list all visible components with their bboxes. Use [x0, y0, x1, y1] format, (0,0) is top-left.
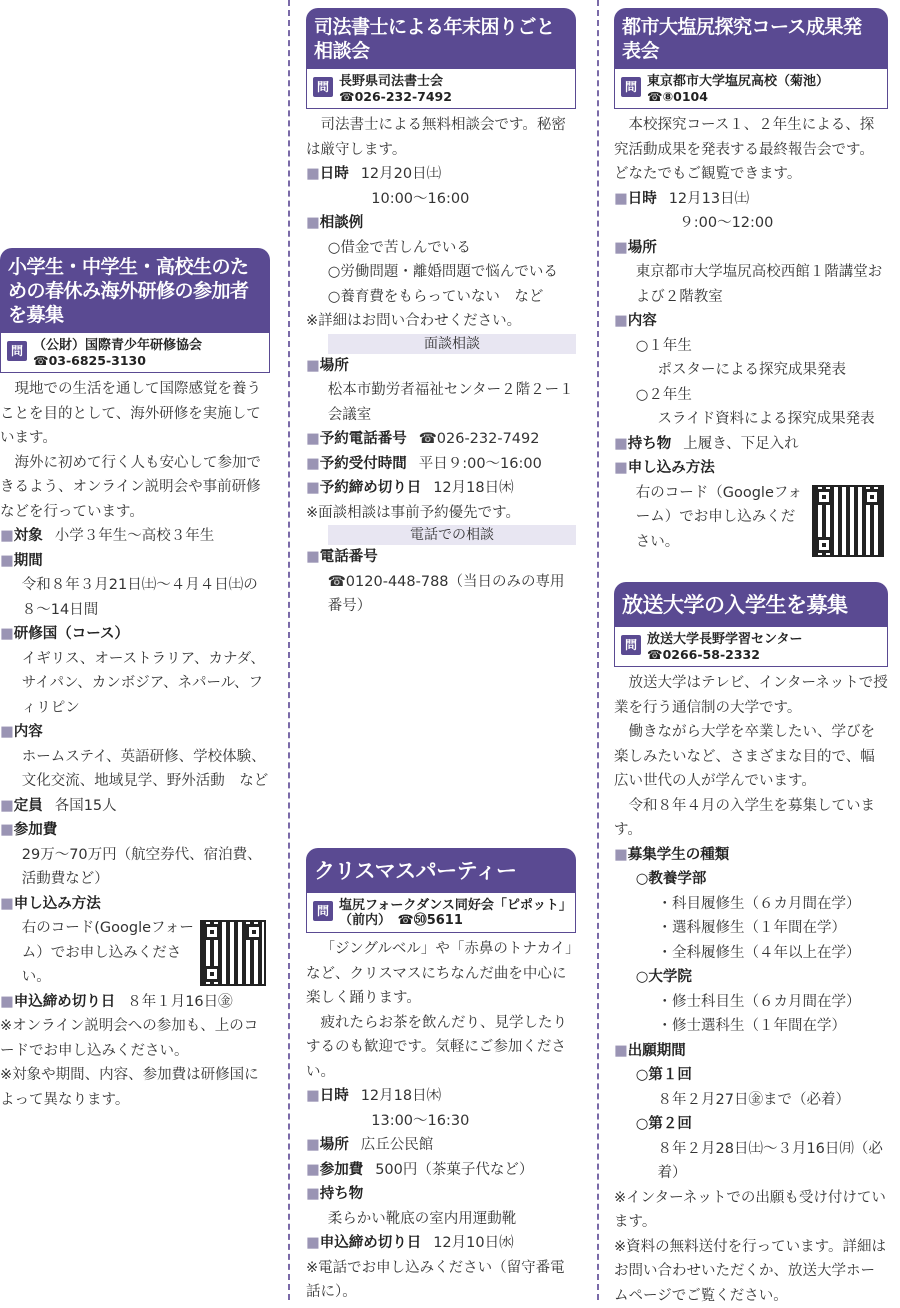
label-fee: ■ 参加費 — [306, 1162, 363, 1178]
contact-box — [0, 333, 270, 373]
round-detail: ８年２月27日㊎まで（必着） — [614, 1088, 888, 1113]
body-text: 疲れたらお茶を飲んだり、見学したりするのも歓迎です。気軽にご参加ください。 — [306, 1011, 576, 1085]
label-reserve-time: ■ 予約受付時間 — [306, 456, 407, 472]
label-place: ■ 場所 — [306, 1137, 349, 1153]
label-target: ■ 対象 — [0, 528, 43, 544]
value-bring: 上履き、下足入れ — [683, 436, 798, 452]
note-text: ※資料の無料送付を行っています。詳細はお問い合わせいただくか、放送大学ホームページでご覧ください。 — [614, 1235, 888, 1308]
label-content: ■ 内容 — [0, 720, 270, 745]
article-overseas-training — [0, 248, 270, 1112]
value-place: 松本市勤労者福祉センター２階２ー１会議室 — [306, 378, 576, 427]
contact-org: 塩尻フォークダンス同好会「ピポット」（前内） ☎㊿5611 — [339, 898, 569, 928]
inquiry-mark: 問 — [621, 77, 641, 97]
inquiry-mark: 問 — [7, 341, 27, 361]
value-period: 令和８年３月21日㈯〜４月４日㈯の８〜14日間 — [0, 573, 270, 622]
label-place: ■ 場所 — [306, 354, 576, 379]
label-date: ■ 日時 — [306, 166, 349, 182]
round-detail: ８年２月28日㈯〜３月16日㈪（必着） — [614, 1137, 888, 1186]
round-label: ○第２回 — [614, 1112, 888, 1137]
contact-phone: ☎⑧0104 — [647, 89, 829, 104]
contact-phone: ☎03-6825-3130 — [33, 353, 202, 368]
value-bring: 柔らかい靴底の室内用運動靴 — [306, 1207, 576, 1232]
note-text: ※対象や期間、内容、参加費は研修国によって異なります。 — [0, 1063, 270, 1112]
value-capacity: 各国15人 — [55, 798, 117, 814]
faculty-item: ・科目履修生（６カ月間在学） — [614, 892, 888, 917]
contact-org: （公財）国際青少年研修協会 — [33, 338, 202, 353]
label-date: ■ 日時 — [306, 1088, 349, 1104]
inquiry-mark: 問 — [621, 635, 641, 655]
value-reserve-phone: ☎026-232-7492 — [419, 431, 540, 447]
value-apply: 右のコード(Googleフォーム）でお申し込みください。 — [22, 920, 194, 985]
value-date: 12月20日㈯ — [361, 166, 441, 182]
label-place: ■ 場所 — [614, 236, 888, 261]
section-bar: 電話での相談 — [328, 525, 576, 545]
grad-label: ○大学院 — [614, 965, 888, 990]
contact-box — [614, 627, 888, 667]
value-deadline: 12月10日㈬ — [433, 1235, 513, 1251]
case-item: ○労働問題・離婚問題で悩んでいる — [306, 260, 576, 285]
body-text: 働きながら大学を卒業したい、学びを楽しみたいなど、さまざまな目的で、幅広い世代の人が学んでいます。 — [614, 720, 888, 794]
section-bar: 面談相談 — [328, 334, 576, 354]
faculty-item: ・選科履修生（１年間在学） — [614, 916, 888, 941]
label-deadline: ■ 申込締め切り日 — [306, 1235, 421, 1251]
value-apply: 右のコード（Googleフォーム）でお申し込みください。 — [636, 485, 802, 550]
note-text: ※面談相談は事前予約優先です。 — [306, 501, 576, 526]
body-text: 本校探究コース１、２年生による、探究活動成果を発表する最終報告会です。どなたでもご観覧できます。 — [614, 113, 888, 187]
value-time: 10:00〜16:00 — [306, 187, 576, 212]
grad-item: ・修士科目生（６カ月間在学） — [614, 990, 888, 1015]
value-reserve-deadline: 12月18日㈭ — [433, 480, 513, 496]
value-fee: 29万〜70万円（航空券代、宿泊費、活動費など） — [0, 843, 270, 892]
grad-item: ・修士選科生（１年間在学） — [614, 1014, 888, 1039]
label-bring: ■ 持ち物 — [306, 1182, 576, 1207]
article-title: 都市大塩尻探究コース成果発表会 — [614, 8, 888, 69]
body-text: 令和８年４月の入学生を募集しています。 — [614, 794, 888, 843]
value-time: ９:00〜12:00 — [614, 211, 888, 236]
article-open-university — [614, 582, 888, 1308]
value-phone: ☎0120-448-788（当日のみの専用番号） — [306, 570, 576, 619]
contact-org: 長野県司法書士会 — [339, 74, 452, 89]
note-text: ※オンライン説明会への参加も、上のコードでお申し込みください。 — [0, 1014, 270, 1063]
body-text: 現地での生活を通して国際感覚を養うことを目的として、海外研修を実施しています。 — [0, 377, 270, 451]
article-title: クリスマスパーティー — [306, 848, 576, 893]
label-cases: ■ 相談例 — [306, 211, 576, 236]
label-date: ■ 日時 — [614, 191, 657, 207]
article-title: 司法書士による年末困りごと相談会 — [306, 8, 576, 69]
column-divider — [288, 0, 290, 1300]
article-christmas-party — [306, 848, 576, 1305]
body-text: 司法書士による無料相談会です。秘密は厳守します。 — [306, 113, 576, 162]
label-types: ■ 募集学生の種類 — [614, 843, 888, 868]
value-country: イギリス、オーストラリア、カナダ、サイパン、カンボジア、ネパール、フィリピン — [0, 647, 270, 721]
faculty-item: ・全科履修生（４年以上在学） — [614, 941, 888, 966]
article-tandai-presentation — [614, 8, 888, 557]
value-place: 東京都市大学塩尻高校西館１階講堂および２階教室 — [614, 260, 888, 309]
value-date: 12月13日㈯ — [669, 191, 749, 207]
label-apply: ■ 申し込み方法 — [0, 892, 270, 917]
label-apply: ■ 申し込み方法 — [614, 456, 888, 481]
qr-code[interactable] — [812, 485, 884, 557]
value-date: 12月18日㈭ — [361, 1088, 441, 1104]
inquiry-mark: 問 — [313, 901, 333, 921]
qr-code[interactable] — [200, 920, 266, 986]
value-deadline: ８年１月16日㊎ — [127, 994, 232, 1010]
column-divider — [597, 0, 599, 1300]
case-item: ○養育費をもらっていない など — [306, 285, 576, 310]
label-country: ■ 研修国（コース） — [0, 622, 270, 647]
contact-org: 放送大学長野学習センター — [647, 632, 802, 647]
inquiry-mark: 問 — [313, 77, 333, 97]
label-period: ■ 期間 — [0, 549, 270, 574]
note-text: ※インターネットでの出願も受け付けています。 — [614, 1186, 888, 1235]
grade-label: ○１年生 — [614, 334, 888, 359]
value-place: 広丘公民館 — [361, 1137, 434, 1153]
label-fee: ■ 参加費 — [0, 818, 270, 843]
label-deadline: ■ 申込締め切り日 — [0, 994, 115, 1010]
value-content: ホームステイ、英語研修、学校体験、文化交流、地域見学、野外活動 など — [0, 745, 270, 794]
label-reserve-deadline: ■ 予約締め切り日 — [306, 480, 421, 496]
contact-phone: ☎026-232-7492 — [339, 89, 452, 104]
article-title: 放送大学の入学生を募集 — [614, 582, 888, 627]
label-bring: ■ 持ち物 — [614, 436, 671, 452]
body-text: 「ジングルベル」や「赤鼻のトナカイ」など、クリスマスにちなんだ曲を中心に楽しく踊ります。 — [306, 937, 576, 1011]
note-text: ※詳細はお問い合わせください。 — [306, 309, 576, 334]
round-label: ○第１回 — [614, 1063, 888, 1088]
body-text: 海外に初めて行く人も安心して参加できるよう、オンライン説明会や事前研修などを行っています。 — [0, 451, 270, 525]
value-time: 13:00〜16:30 — [306, 1109, 576, 1134]
value-fee: 500円（茶菓子代など） — [375, 1162, 533, 1178]
grade-label: ○２年生 — [614, 383, 888, 408]
label-capacity: ■ 定員 — [0, 798, 43, 814]
grade-detail: ポスターによる探究成果発表 — [614, 358, 888, 383]
article-title: 小学生・中学生・高校生のための春休み海外研修の参加者を募集 — [0, 248, 270, 333]
contact-box — [306, 69, 576, 109]
label-content: ■ 内容 — [614, 309, 888, 334]
note-text: ※電話でお申し込みください（留守番電話に）。 — [306, 1256, 576, 1305]
value-target: 小学３年生〜高校３年生 — [55, 528, 215, 544]
label-phone: ■ 電話番号 — [306, 545, 576, 570]
body-text: 放送大学はテレビ、インターネットで授業を行う通信制の大学です。 — [614, 671, 888, 720]
contact-phone: ☎0266-58-2332 — [647, 647, 802, 662]
grade-detail: スライド資料による探究成果発表 — [614, 407, 888, 432]
contact-box — [614, 69, 888, 109]
article-shihoshoshi-consultation — [306, 8, 576, 619]
faculty-label: ○教養学部 — [614, 867, 888, 892]
label-reserve-phone: ■ 予約電話番号 — [306, 431, 407, 447]
contact-box — [306, 893, 576, 933]
label-period: ■ 出願期間 — [614, 1039, 888, 1064]
case-item: ○借金で苦しんでいる — [306, 236, 576, 261]
value-reserve-time: 平日９:00〜16:00 — [419, 456, 542, 472]
contact-org: 東京都市大学塩尻高校（菊池） — [647, 74, 829, 89]
